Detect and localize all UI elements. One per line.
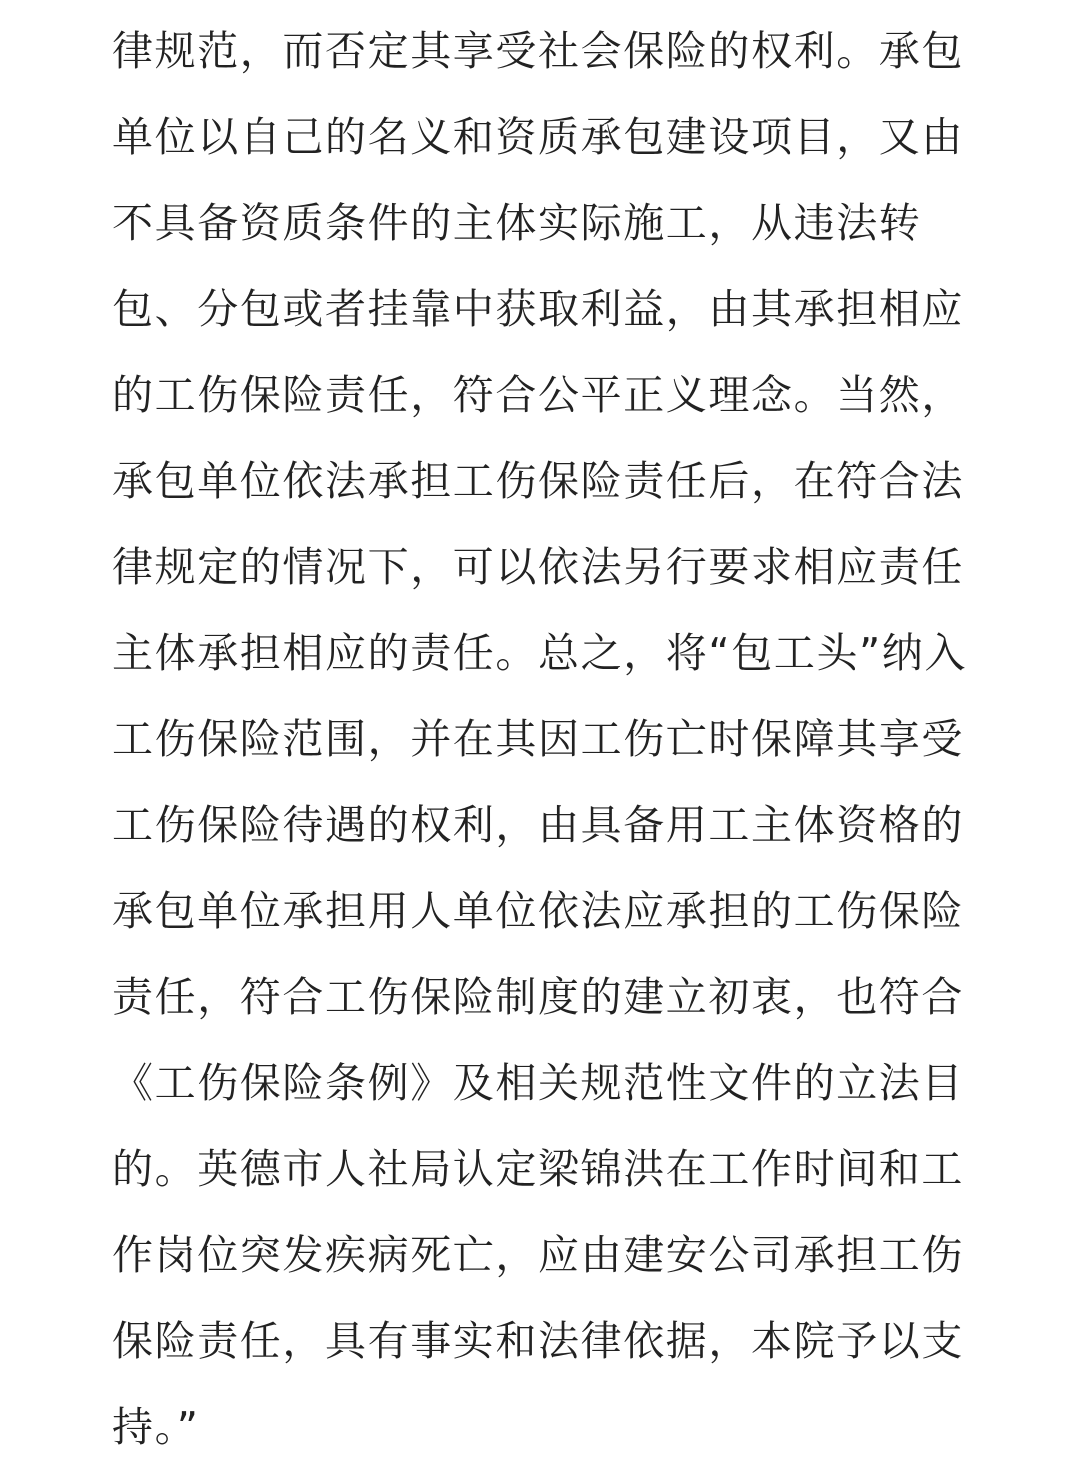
text-line-10: 工伤保险待遇的权利，由具备用工主体资格的 [112,801,964,849]
text-line-13: 《工伤保险条例》及相关规范性文件的立法目 [112,1059,964,1107]
text-line-5: 的工伤保险责任，符合公平正义理念。当然， [112,371,964,419]
text-line-2: 单位以自己的名义和资质承包建设项目，又由 [112,113,964,161]
text-line-8: 主体承担相应的责任。总之，将“包工头”纳入 [112,629,968,677]
text-line-1: 律规范，而否定其享受社会保险的权利。承包 [112,27,964,75]
text-line-14: 的。英德市人社局认定梁锦洪在工作时间和工 [112,1145,964,1193]
text-line-11: 承包单位承担用人单位依法应承担的工伤保险 [112,887,964,935]
body-text [112,8,972,1470]
text-line-3: 不具备资质条件的主体实际施工，从违法转 [112,199,922,247]
text-line-9: 工伤保险范围，并在其因工伤亡时保障其享受 [112,715,964,763]
text-line-4: 包、分包或者挂靠中获取利益，由其承担相应 [112,285,964,333]
text-line-7: 律规定的情况下，可以依法另行要求相应责任 [112,543,964,591]
text-line-17: 持。” [112,1403,200,1451]
text-line-12: 责任，符合工伤保险制度的建立初衷，也符合 [112,973,964,1021]
text-line-15: 作岗位突发疾病死亡，应由建安公司承担工伤 [112,1231,964,1279]
text-line-16: 保险责任，具有事实和法律依据，本院予以支 [112,1317,964,1365]
text-line-6: 承包单位依法承担工伤保险责任后，在符合法 [112,457,964,505]
